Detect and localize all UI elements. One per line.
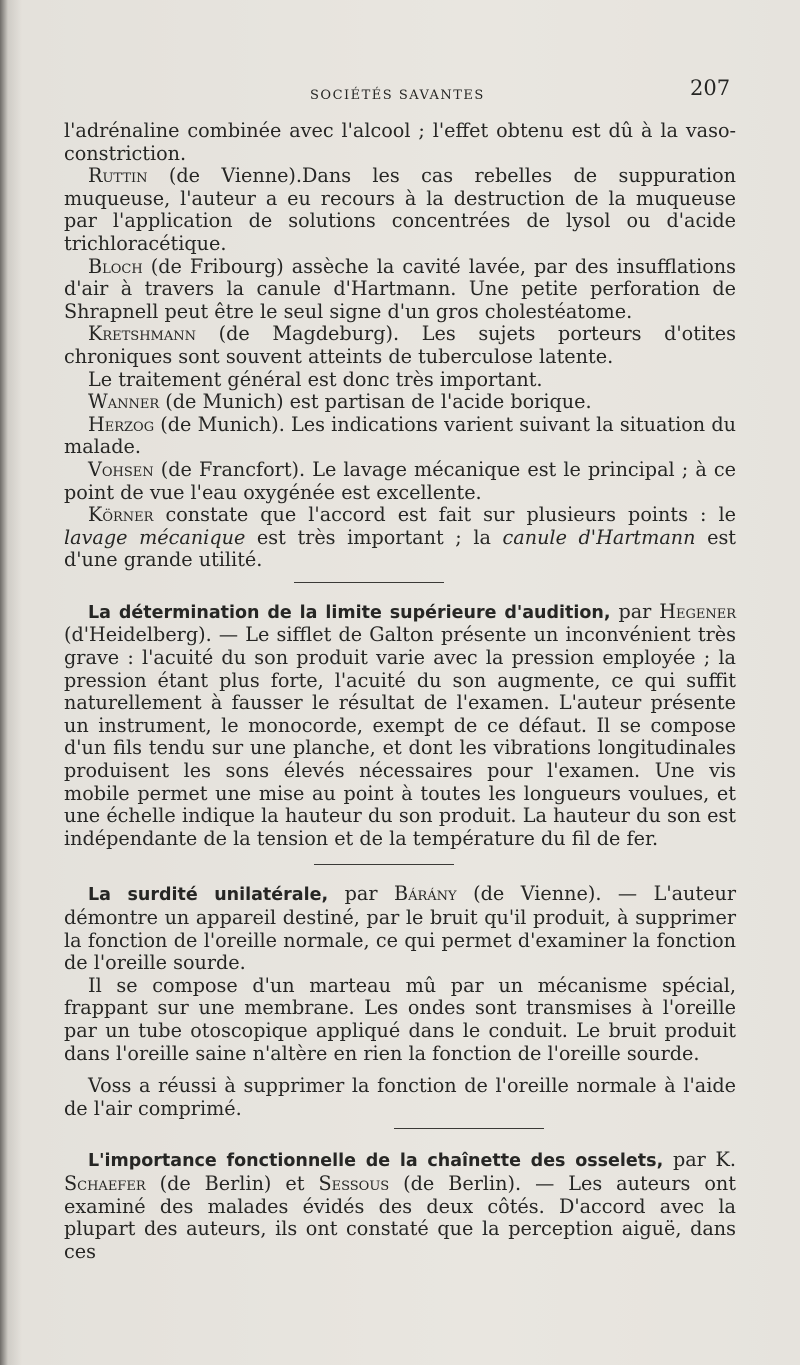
paragraph-marteau: Il se compose d'un marteau mû par un mécanisme spécial, frappant sur une membrane. Les ondes sont transmises à l'oreille par un tube otoscopique appliqué dans le conduit. Le bruit produit dans l'oreille saine n'altère en rien la fonction de l'oreille sourde. <box>64 973 736 1065</box>
paragraph-text: (d'Heidelberg). — Le sifflet de Galton présente un inconvénient très grave : l'acuité du son produit varie avec la pression employée ; la pression étant plus forte, l'acuité du son augmente, ce qui suffit naturellement à fausser le résultat de l'examen. L'auteur présente un instrument, le monocorde, exempt de ce défaut. Il se compose d'un fils tendu sur une planche, et dont les vibrations longitudinales produisent les sons élevés nécessaires pour l'examen. Une vis mobile permet une mise au point à toutes les longueurs voulues, et une échelle indique la hauteur du son produit. La hauteur du son est indépendante de la tension et de la température du fil de fer. <box>64 623 736 850</box>
author-name: Hegener <box>659 599 737 623</box>
section-title: L'importance fonctionnelle de la chaînette des osselets, <box>88 1151 664 1172</box>
page-body <box>64 120 736 1263</box>
author-name: Sessous <box>318 1171 390 1195</box>
paragraph-text: (de Munich) est partisan de l'acide borique. <box>159 390 592 414</box>
paragraph-text: (de Munich). Les indications varient suivant la situation du malade. <box>64 412 736 459</box>
author-name: Ruttin <box>88 164 148 188</box>
paragraph-ruttin <box>64 165 736 255</box>
running-head: SOCIÉTÉS SAVANTES <box>310 88 485 103</box>
section-title: La surdité unilatérale, <box>88 885 329 906</box>
paragraph-bloch <box>64 256 736 324</box>
author-name: Vohsen <box>88 457 154 481</box>
italic-term: canule d'Hartmann <box>502 525 696 549</box>
section-divider <box>394 1128 544 1129</box>
section-divider <box>294 582 444 583</box>
section-chainette-osselets <box>64 1149 736 1263</box>
paragraph-text: (de Vienne). — L'auteur démontre un appareil destiné, par le bruit qu'il produit, à supprimer la fonction de l'oreille normale, ce qui permet d'examiner la fonction de l'oreille sourde. <box>64 882 737 975</box>
paragraph-korner <box>64 504 736 572</box>
section-title: La détermination de la limite supérieure d'audition, <box>88 602 611 623</box>
author-name: Bloch <box>88 254 143 278</box>
paragraph-text: (de Francfort). Le lavage mécanique est le principal ; à ce point de vue l'eau oxygénée est excellente. <box>64 457 736 504</box>
author-name: Schaefer <box>64 1171 146 1195</box>
section-limite-audition <box>64 601 736 851</box>
paragraph-text: est très important ; la <box>245 525 503 549</box>
paragraph-wanner <box>64 391 736 414</box>
section-divider <box>314 864 454 865</box>
paragraph-text: (de Berlin). — Les auteurs ont examiné des malades évidés des deux côtés. D'accord avec la plupart des auteurs, ils ont constaté que la perception aiguë, dans ces <box>64 1171 736 1263</box>
author-name: Wanner <box>88 390 160 414</box>
byline: par <box>610 599 660 623</box>
paragraph-adrenaline: l'adrénaline combinée avec l'alcool ; l'effet obtenu est dû à la vaso-constriction. <box>64 119 736 165</box>
paragraph-vohsen <box>64 459 736 504</box>
paragraph-text: (de Vienne).Dans les cas rebelles de suppuration muqueuse, l'auteur a eu recours à la destruction de la muqueuse par l'application de solutions concentrées de lysol ou d'acide trichloracétique. <box>64 164 736 255</box>
paragraph-herzog <box>64 414 736 459</box>
page-number: 207 <box>690 76 731 100</box>
section-surdite-unilaterale <box>64 883 736 974</box>
byline: par <box>328 882 395 906</box>
author-name: Bárány <box>394 882 457 906</box>
byline: par K. <box>663 1148 736 1172</box>
author-name: Körner <box>88 503 154 527</box>
byline: (de Berlin) et <box>145 1171 319 1195</box>
page-header <box>0 76 800 114</box>
paragraph-text: (de Fribourg) assèche la cavité lavée, par des insufflations d'air à travers la canule d'Hartmann. Une petite perforation de Shrapnell peut être le seul signe d'un gros cholestéatome. <box>64 254 736 323</box>
paragraph-voss: Voss a réussi à supprimer la fonction de l'oreille normale à l'aide de l'air comprimé. <box>64 1074 736 1120</box>
paragraph-traitement: Le traitement général est donc très important. <box>88 367 543 391</box>
italic-term: lavage mécanique <box>64 525 246 549</box>
paragraph-text: est d'une grande utilité. <box>64 525 736 572</box>
author-name: Herzog <box>88 412 155 436</box>
paragraph-text: constate que l'accord est fait sur plusieurs points : le <box>153 503 736 527</box>
author-name: Kretshmann <box>88 322 196 346</box>
paragraph-kretshmann <box>64 323 736 368</box>
paragraph-text: (de Magdeburg). Les sujets porteurs d'otites chroniques sont souvent atteints de tuberculose latente. <box>64 322 736 368</box>
